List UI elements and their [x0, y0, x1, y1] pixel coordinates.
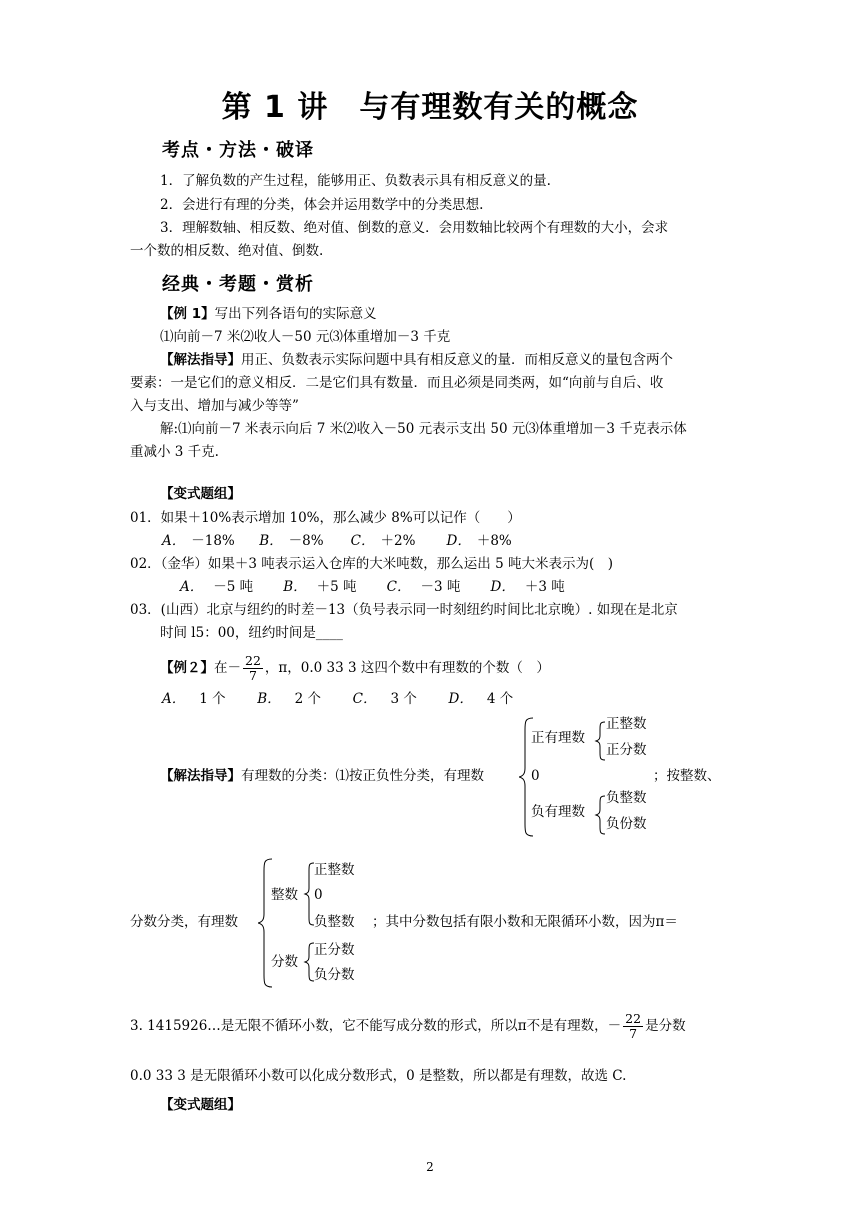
option-b: －8% — [288, 533, 324, 549]
tree1-positive-integer: 正整数 — [606, 716, 647, 732]
variant-group-label: 【变式题组】 — [160, 486, 241, 502]
method-item-2: 2．会进行有理的分类，体会并运用数学中的分类思想. — [160, 197, 484, 213]
guide-label: 【解法指导】 — [160, 768, 241, 784]
solution-line-1: 解:⑴向前－7 米表示向后 7 米⑵收入－50 元表示支出 50 元⑶体重增加－3 千克表示体 — [160, 421, 687, 437]
option-c: －3 吨 — [420, 579, 461, 595]
option-d: ＋3 吨 — [524, 579, 565, 595]
example-1-items: ⑴向前－7 米⑵收人－50 元⑶体重增加－3 千克 — [160, 329, 451, 345]
option-d-key: D． — [490, 579, 515, 595]
example-2-post: ，π，0.0 33 3 这四个数中有理数的个数（ ） — [264, 660, 550, 676]
question-02-options — [180, 577, 700, 598]
tree2-integer: 整数 — [271, 887, 298, 903]
tree1-negative-rational: 负有理数 — [531, 804, 585, 820]
fraction-22-7 — [623, 1012, 643, 1041]
explanation-line-3-text: 3. 1415926…是无限不循环小数，它不能写成分数的形式，所以π不是有理数，－ — [130, 1018, 622, 1034]
tree2-zero: 0 — [314, 887, 323, 903]
guide-label: 【解法指导】 — [160, 352, 241, 368]
option-a: 1 个 — [199, 691, 226, 707]
option-d-key: D． — [448, 691, 473, 707]
option-d: ＋8% — [476, 533, 512, 549]
example-1-prompt — [160, 304, 377, 325]
option-b-key: B． — [257, 691, 281, 707]
tree1-zero: 0 — [531, 768, 540, 784]
tree1-negative-fraction: 负份数 — [606, 816, 647, 832]
tree2-negative-integer: 负整数 — [314, 914, 355, 930]
option-b-key: B． — [283, 579, 307, 595]
fraction-denominator: 7 — [629, 1026, 638, 1041]
question-01-options — [162, 531, 682, 552]
variant-group-label-2: 【变式题组】 — [160, 1097, 241, 1113]
example-1-label: 【例 1】 — [160, 306, 215, 322]
example-1-text: 写出下列各语句的实际意义 — [214, 306, 377, 322]
classification-line-2: 分数分类，有理数 — [130, 914, 238, 930]
question-02: 02．（金华）如果＋3 吨表示运入仓库的大米吨数，那么运出 5 吨大米表示为( ) — [130, 556, 614, 572]
option-a-key: A． — [162, 691, 186, 707]
tree1-positive-rational: 正有理数 — [531, 730, 585, 746]
option-b: 2 个 — [294, 691, 322, 707]
fraction-numerator: 22 — [245, 653, 261, 668]
tree2-positive-integer: 正整数 — [314, 862, 355, 878]
fraction-22-7 — [243, 654, 263, 683]
method-item-1: 1．了解负数的产生过程，能够用正、负数表示具有相反意义的量. — [160, 173, 551, 189]
option-c: ＋2% — [380, 533, 416, 549]
method-item-3-cont: 一个数的相反数、绝对值、倒数. — [130, 243, 324, 259]
fraction-numerator: 22 — [625, 1011, 642, 1026]
tree2-fraction: 分数 — [271, 954, 298, 970]
question-03-line-2: 时间 l5：00，纽约时间是____ — [160, 625, 343, 641]
fraction-denominator: 7 — [248, 668, 257, 683]
section-heading-methods: 考点・方法・破译 — [162, 140, 314, 161]
explanation-line-3-end: 是分数 — [645, 1018, 686, 1034]
option-b: ＋5 吨 — [316, 579, 357, 595]
option-b-key: B． — [259, 533, 283, 549]
example-1-guide — [160, 350, 673, 371]
option-c: 3 个 — [390, 691, 417, 707]
option-d: 4 个 — [486, 691, 514, 707]
question-03-line-1: 03．(山西）北京与纽约的时差－13（负号表示同一时刻纽约时间比北京晚）. 如现在是北京 — [130, 602, 678, 618]
option-c-key: C． — [352, 691, 377, 707]
page-title: 第 1 讲 与有理数有关的概念 — [221, 90, 639, 125]
page-number: 2 — [426, 1160, 434, 1174]
example-2-label: 【例２】 — [160, 660, 214, 676]
option-c-key: C． — [386, 579, 411, 595]
option-a: －18% — [191, 533, 235, 549]
explanation-line-4: 0.0 33 3 是无限循环小数可以化成分数形式，0 是整数，所以都是有理数，故选 C. — [130, 1068, 627, 1084]
guide-line-2: 要素：一是它们的意义相反．二是它们具有数量．而且必须是同类两，如“向前与自后、收 — [130, 375, 664, 391]
option-d-key: D． — [446, 533, 471, 549]
method-item-3: 3．理解数轴、相反数、绝对值、倒数的意义．会用数轴比较两个有理数的大小，会求 — [160, 220, 669, 236]
guide-line-1: 用正、负数表示实际问题中具有相反意义的量．而相反意义的量包含两个 — [241, 352, 673, 368]
option-a-key: A． — [162, 533, 186, 549]
example-2-guide — [160, 766, 484, 787]
guide-classification-text: 有理数的分类：⑴按正负性分类，有理数 — [241, 768, 484, 784]
option-c-key: C． — [350, 533, 375, 549]
guide-line-3: 入与支出、增加与减少等等” — [130, 398, 299, 414]
tree1-positive-fraction: 正分数 — [606, 742, 647, 758]
example-2-prompt — [160, 654, 550, 683]
example-2-pre: 在－ — [214, 660, 241, 676]
option-a-key: A． — [180, 579, 204, 595]
option-a: －5 吨 — [213, 579, 254, 595]
example-2-options — [162, 689, 582, 710]
section-heading-examples: 经典・考题・赏析 — [162, 274, 314, 295]
explanation-line-3 — [130, 1012, 686, 1041]
guide-continue-text: ；按整数、 — [653, 768, 721, 784]
tree2-negative-fraction: 负分数 — [314, 967, 355, 983]
tree1-negative-integer: 负整数 — [606, 790, 647, 806]
question-01: 01．如果＋10%表示增加 10%，那么减少 8%可以记作（ ） — [130, 510, 521, 526]
tree2-positive-fraction: 正分数 — [314, 942, 355, 958]
classification-line-2-cont: ；其中分数包括有限小数和无限循环小数，因为π＝ — [372, 914, 678, 930]
solution-line-2: 重减小 3 千克. — [130, 444, 219, 460]
